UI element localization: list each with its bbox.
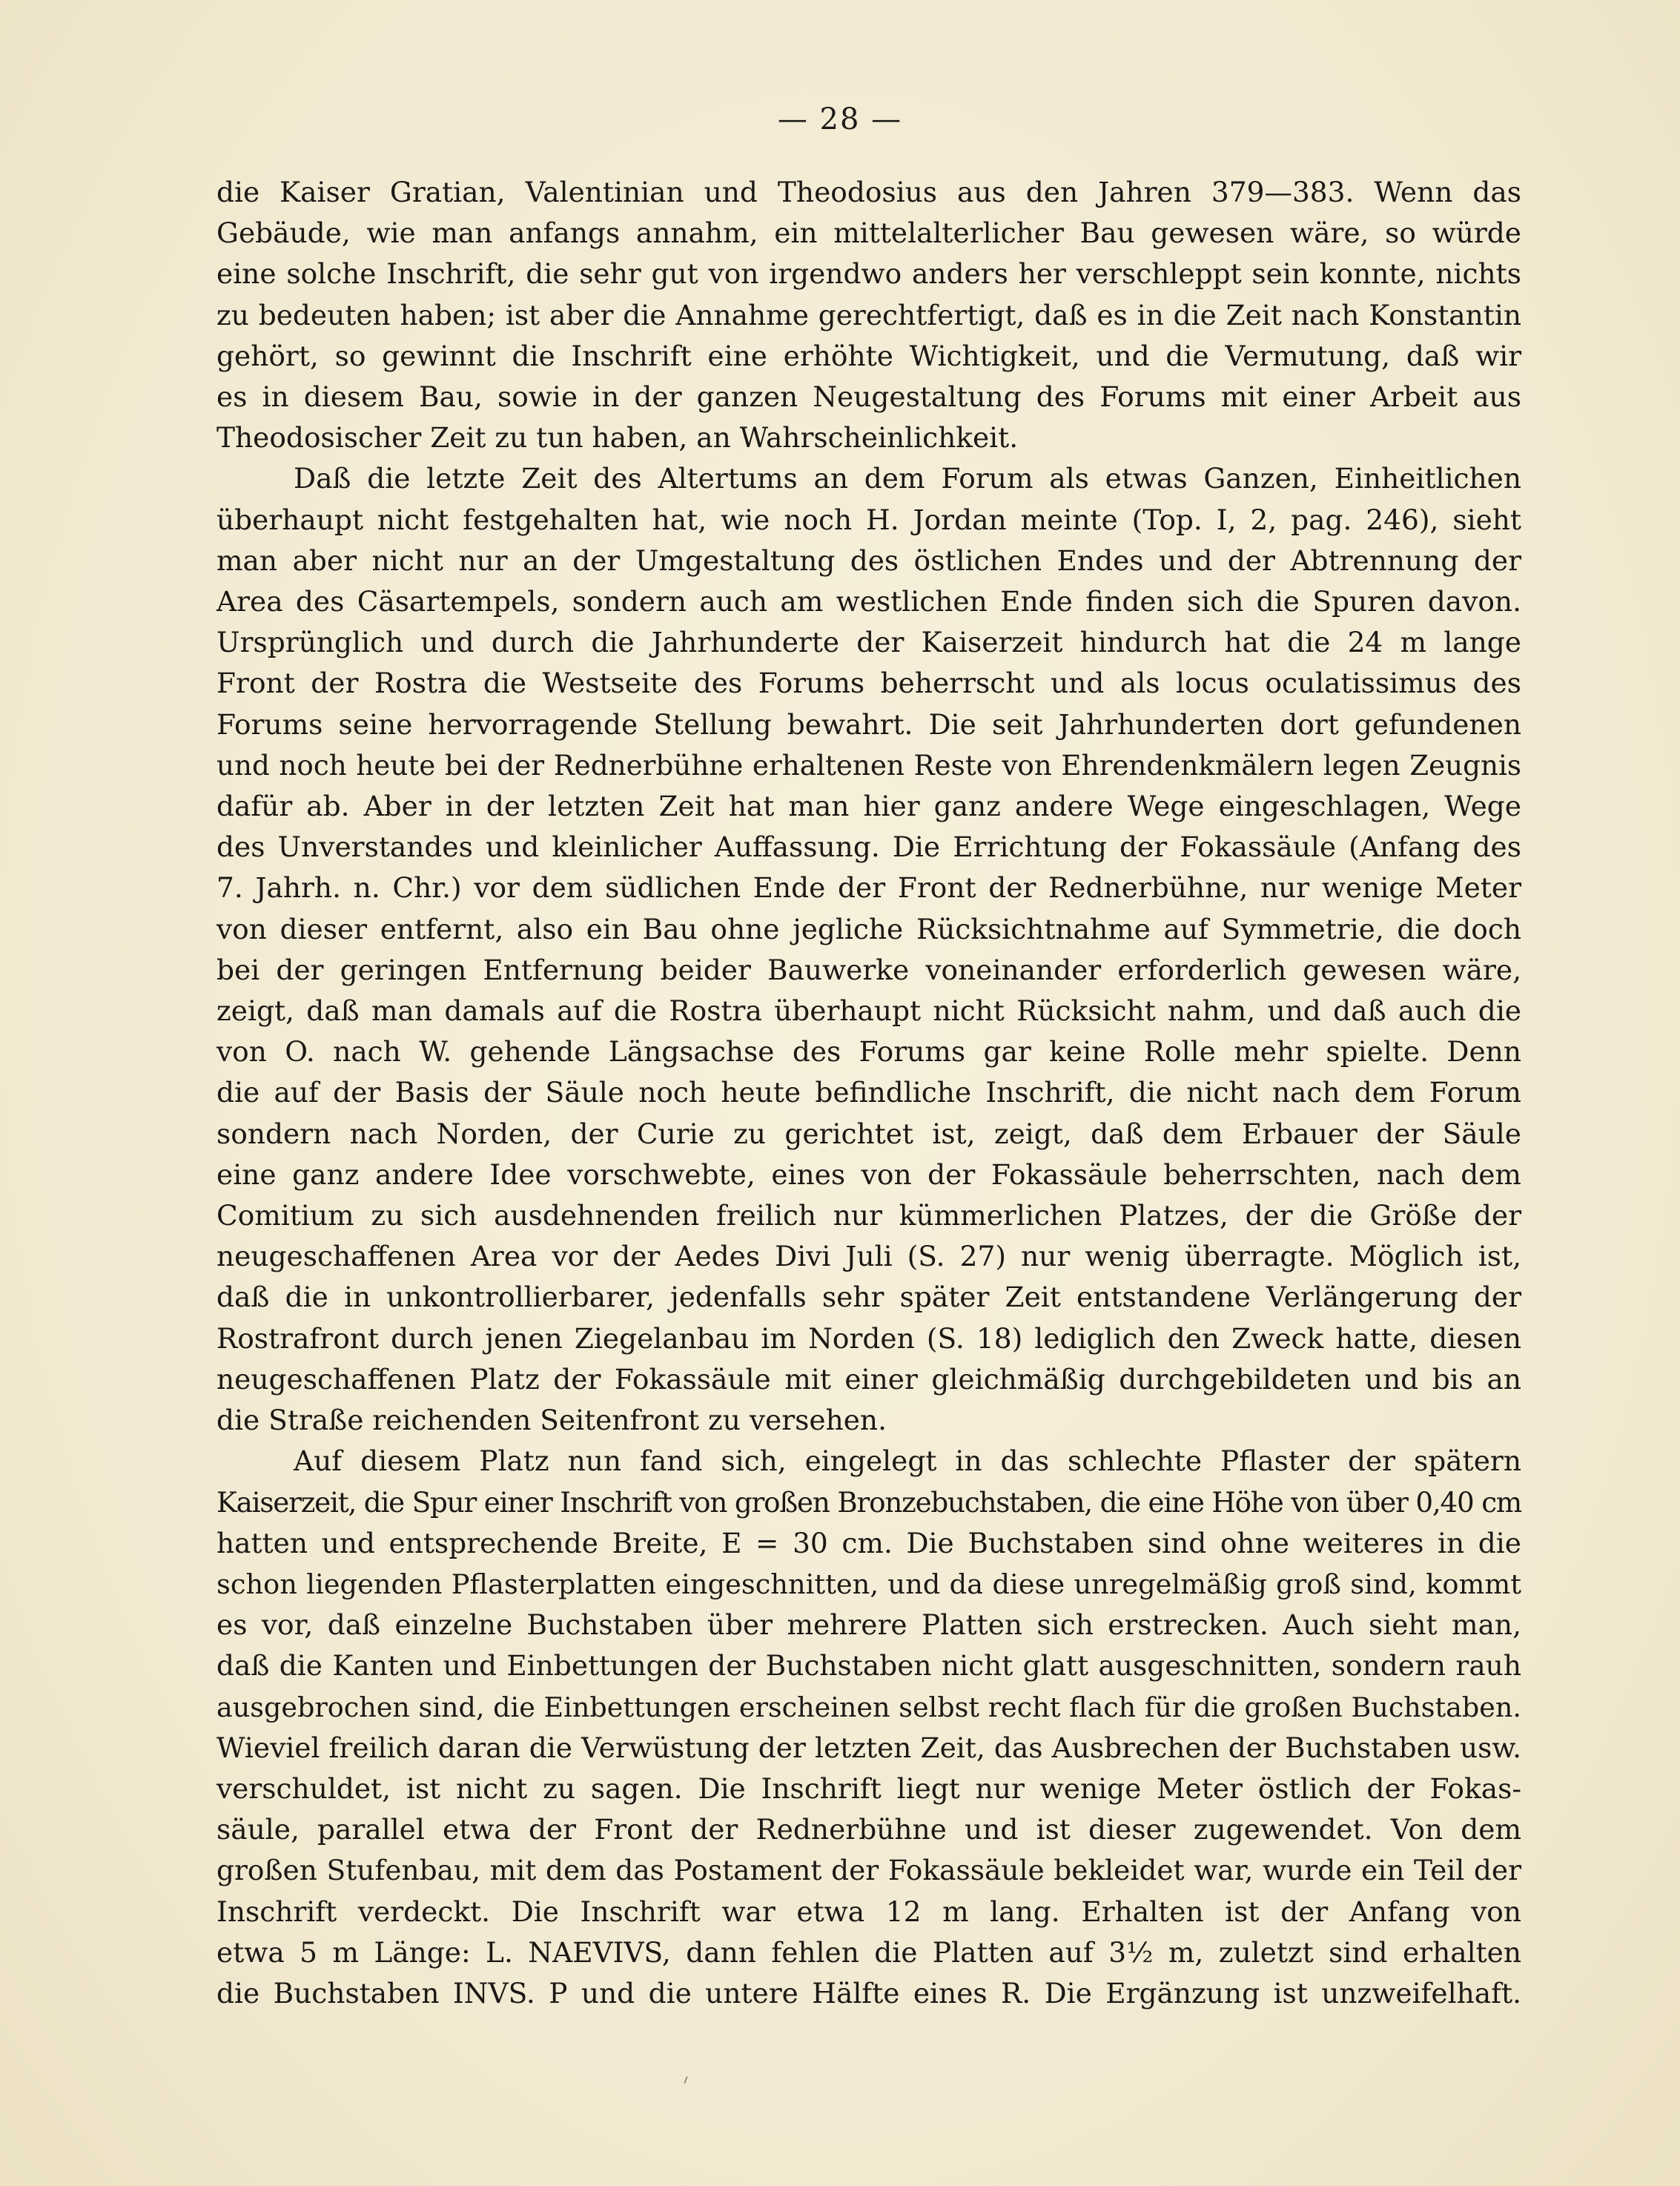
text-line: dafür ab. Aber in der letzten Zeit hat man hier ganz andere Wege eingeschlagen, Wege	[216, 790, 1521, 823]
text-line: gehört, so gewinnt die Inschrift eine erhöhte Wichtigkeit, und die Vermutung, daß wir	[216, 339, 1521, 372]
text-line: zu bedeuten haben; ist aber die Annahme gerechtfertigt, daß es in die Zeit nach Konstantin	[216, 298, 1521, 331]
text-line: die auf der Basis der Säule noch heute befindliche Inschrift, die nicht nach dem Forum	[216, 1076, 1521, 1109]
text-line: verschuldet, ist nicht zu sagen. Die Inschrift liegt nur wenige Meter östlich der Fokas-	[216, 1771, 1521, 1805]
text-line: von dieser entfernt, also ein Bau ohne jegliche Rücksichtnahme auf Symmetrie, die doch	[216, 912, 1521, 945]
text-line: die Straße reichenden Seitenfront zu versehen.	[216, 1404, 887, 1437]
text-line: neugeschaffenen Area vor der Aedes Divi Juli (S. 27) nur wenig überragte. Möglich ist,	[216, 1240, 1521, 1273]
text-line: zeigt, daß man damals auf die Rostra überhaupt nicht Rücksicht nahm, und daß auch die	[216, 994, 1521, 1028]
text-line: die Buchstaben INVS. P und die untere Hälfte eines R. Die Ergänzung ist unzweifelhaft.	[216, 1976, 1521, 2010]
text-line: 7. Jahrh. n. Chr.) vor dem südlichen Ende der Front der Rednerbühne, nur wenige Meter	[216, 871, 1521, 905]
text-line: Wieviel freilich daran die Verwüstung der letzten Zeit, das Ausbrechen der Buchstaben usw.	[216, 1731, 1521, 1764]
text-line: Ursprünglich und durch die Jahrhunderte der Kaiserzeit hindurch hat die 24 m lange	[216, 626, 1521, 659]
text-line: sondern nach Norden, der Curie zu gerichtet ist, zeigt, daß dem Erbauer der Säule	[216, 1117, 1521, 1150]
paragraph-1	[216, 172, 1521, 458]
text-line: Rostrafront durch jenen Ziegelanbau im Norden (S. 18) lediglich den Zweck hatte, diesen	[216, 1321, 1521, 1355]
text-line: Front der Rostra die Westseite des Forums beherrscht und als locus oculatissimus des	[216, 667, 1521, 700]
text-line: Area des Cäsartempels, sondern auch am westlichen Ende finden sich die Spuren davon.	[216, 585, 1521, 618]
text-line: Forums seine hervorragende Stellung bewahrt. Die seit Jahrhunderten dort gefundenen	[216, 707, 1521, 741]
text-line: Theodosischer Zeit zu tun haben, an Wahrscheinlichkeit.	[216, 421, 1019, 455]
text-line: des Unverstandes und kleinlicher Auffassung. Die Errichtung der Fokassäule (Anfang des	[216, 831, 1521, 864]
page-number: — 28 —	[777, 102, 903, 136]
text-line: Auf diesem Platz nun fand sich, eingelegt in das schlechte Pflaster der spätern	[294, 1444, 1521, 1478]
text-line: Inschrift verdeckt. Die Inschrift war etwa 12 m lang. Erhalten ist der Anfang von	[216, 1895, 1521, 1928]
body-text	[216, 172, 1521, 2014]
text-line: ausgebrochen sind, die Einbettungen erscheinen selbst recht flach für die großen Buchstaben.	[216, 1691, 1521, 1723]
paragraph-3	[216, 1441, 1521, 2014]
text-line: Kaiserzeit, die Spur einer Inschrift von großen Bronzebuchstaben, die eine Höhe von über 0,40 cm	[216, 1485, 1521, 1519]
text-line: neugeschaffenen Platz der Fokassäule mit einer gleichmäßig durchgebildeten und bis an	[216, 1362, 1521, 1396]
text-line: Gebäude, wie man anfangs annahm, ein mittelalterlicher Bau gewesen wäre, so würde	[216, 217, 1521, 250]
text-line: es vor, daß einzelne Buchstaben über mehrere Platten sich erstrecken. Auch sieht man,	[216, 1608, 1521, 1642]
text-line: hatten und entsprechende Breite, E = 30 cm. Die Buchstaben sind ohne weiteres in die	[216, 1526, 1521, 1559]
text-line: man aber nicht nur an der Umgestaltung des östlichen Endes und der Abtrennung der	[216, 544, 1521, 577]
text-line: eine ganz andere Idee vorschwebte, eines von der Fokassäule beherrschten, nach dem	[216, 1158, 1521, 1191]
text-line: großen Stufenbau, mit dem das Postament der Fokassäule bekleidet war, wurde ein Teil der	[216, 1854, 1521, 1887]
scan-speck	[684, 2076, 687, 2084]
text-line: Daß die letzte Zeit des Altertums an dem Forum als etwas Ganzen, Einheitlichen	[294, 462, 1521, 495]
paragraph-2	[216, 458, 1521, 1441]
text-line: schon liegenden Pflasterplatten eingeschnitten, und da diese unregelmäßig groß sind, kommt	[216, 1568, 1521, 1600]
text-line: es in diesem Bau, sowie in der ganzen Neugestaltung des Forums mit einer Arbeit aus	[216, 380, 1521, 414]
text-line: daß die Kanten und Einbettungen der Buchstaben nicht glatt ausgeschnitten, sondern rauh	[216, 1649, 1521, 1683]
text-line: säule, parallel etwa der Front der Rednerbühne und ist dieser zugewendet. Von dem	[216, 1813, 1521, 1846]
text-line: und noch heute bei der Rednerbühne erhaltenen Reste von Ehrendenkmälern legen Zeugnis	[216, 748, 1521, 782]
text-line: überhaupt nicht festgehalten hat, wie noch H. Jordan meinte (Top. I, 2, pag. 246), sieht	[216, 503, 1521, 536]
text-line: etwa 5 m Länge: L. NAEVIVS, dann fehlen die Platten auf 3½ m, zuletzt sind erhalten	[216, 1935, 1521, 1969]
text-line: bei der geringen Entfernung beider Bauwerke voneinander erforderlich gewesen wäre,	[216, 953, 1521, 986]
text-line: von O. nach W. gehende Längsachse des Forums gar keine Rolle mehr spielte. Denn	[216, 1035, 1521, 1069]
text-line: eine solche Inschrift, die sehr gut von irgendwo anders her verschleppt sein konnte, nichts	[216, 257, 1521, 291]
text-line: die Kaiser Gratian, Valentinian und Theodosius aus den Jahren 379—383. Wenn das	[216, 176, 1521, 208]
text-line: Comitium zu sich ausdehnenden freilich nur kümmerlichen Platzes, der die Größe der	[216, 1199, 1521, 1232]
text-line: daß die in unkontrollierbarer, jedenfalls sehr später Zeit entstandene Verlängerung der	[216, 1281, 1521, 1314]
